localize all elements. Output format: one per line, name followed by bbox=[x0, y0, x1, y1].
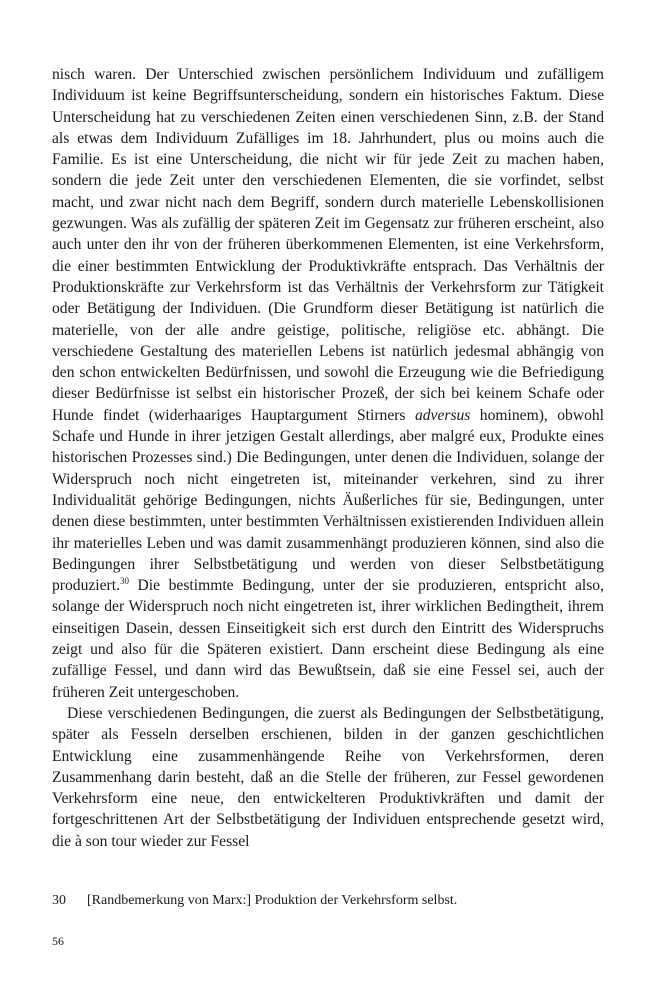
text-run: Diese verschiedenen Bedingungen, die zuerst als Bedingungen der Selbstbetätigung, später als Fesseln derselben erschienen, bilden in der ganzen geschichtlichen Entwicklung eine zusammenhängende Reihe von Verkehrsformen, deren Zusammenhang darin besteht, daß an die Stelle der früheren, zur Fessel gewordenen Verkehrsform eine neue, den entwickelteren Produktivkräften und damit der fortgeschrittenen Art der Selbstbetätigung der Individuen entsprechende gesetzt wird, die à son tour wieder zur Fessel bbox=[52, 704, 604, 850]
footnote-text: [Randbemerkung von Marx:] Produktion der Verkehrsform selbst. bbox=[87, 893, 458, 908]
text-run: nisch waren. Der Unterschied zwischen persönlichem Individuum und zufälligem Individuum ist keine Begriffsunterscheidung, sondern ein historisches Faktum. Diese Unterscheidung hat zu verschiedenen Zeiten einen verschiedenen Sinn, z.B. der Stand als etwas dem Individuum Zufälliges im 18. Jahrhundert, plus ou moins auch die Familie. Es ist eine Unterscheidung, die nicht wir für jede Zeit zu machen haben, sondern die jede Zeit unter den verschiedenen Elementen, die sie vorfindet, selbst macht, und zwar nicht nach dem Begriff, sondern durch materielle Lebenskollisionen gezwungen. Was als zufällig der späteren Zeit im Gegensatz zur früheren erscheint, also auch unter den ihr von der früheren überkommenen Elementen, ist eine Verkehrsform, die einer bestimmten Entwicklung der Produktivkräfte entsprach. Das Verhältnis der Produktionskräfte zur Verkehrsform ist das Verhältnis der Verkehrsform zur Tätigkeit oder Betätigung der Individuen. (Die Grundform dieser Betätigung ist natürlich die materielle, von der alle andre geistige, politische, religiöse etc. abhängt. Die verschiedene Gestaltung des materiellen Lebens ist natürlich jedesmal abhängig von den schon entwickelten Bedürfnissen, und sowohl die Erzeugung wie die Befriedigung dieser Bedürfnisse ist selbst ein historischer Prozeß, der sich bei keinem Schafe oder Hunde findet (widerhaariges Hauptargument Stirners bbox=[52, 66, 604, 424]
text-run: Die bestimmte Bedingung, unter der sie produzieren, entspricht also, solange der Widerspruch noch nicht eingetreten ist, ihrer wirklichen Bedingtheit, ihrem einseitigen Dasein, dessen Einseitigkeit sich erst durch den Eintritt des Widerspruchs zeigt und also für die Späteren existiert. Dann erscheint diese Bedingung als eine zufällige Fessel, und dann wird das Bewußtsein, daß sie eine Fessel sei, auch der früheren Zeit untergeschoben. bbox=[52, 577, 604, 701]
footnote-number: 30 bbox=[52, 893, 66, 908]
book-page bbox=[52, 64, 604, 852]
paragraph-1 bbox=[52, 64, 604, 703]
footnote-reference: 30 bbox=[119, 576, 129, 587]
body-text bbox=[52, 64, 604, 852]
paragraph-2 bbox=[52, 703, 604, 852]
italic-text-run: adversus bbox=[414, 406, 471, 424]
page-number: 56 bbox=[52, 934, 64, 948]
text-run: hominem), obwohl Schafe und Hunde in ihrer jetzigen Gestalt allerdings, aber malgré eux, Produkte eines historischen Prozesses sind.) Die Bedingungen, unter denen die Individuen, solange der Widerspruch noch nicht eingetreten ist, miteinander verkehren, sind zu ihrer Individualität gehörige Bedingungen, nichts Äußerliches für sie, Bedingungen, unter denen diese bestimmten, unter bestimmten Verhältnissen existierenden Individuen allein ihr materielles Leben und was damit zusammenhängt produzieren können, sind also die Bedingungen ihrer Selbstbetätigung und werden von dieser Selbstbetätigung produziert. bbox=[52, 406, 605, 595]
footnote bbox=[52, 891, 604, 910]
